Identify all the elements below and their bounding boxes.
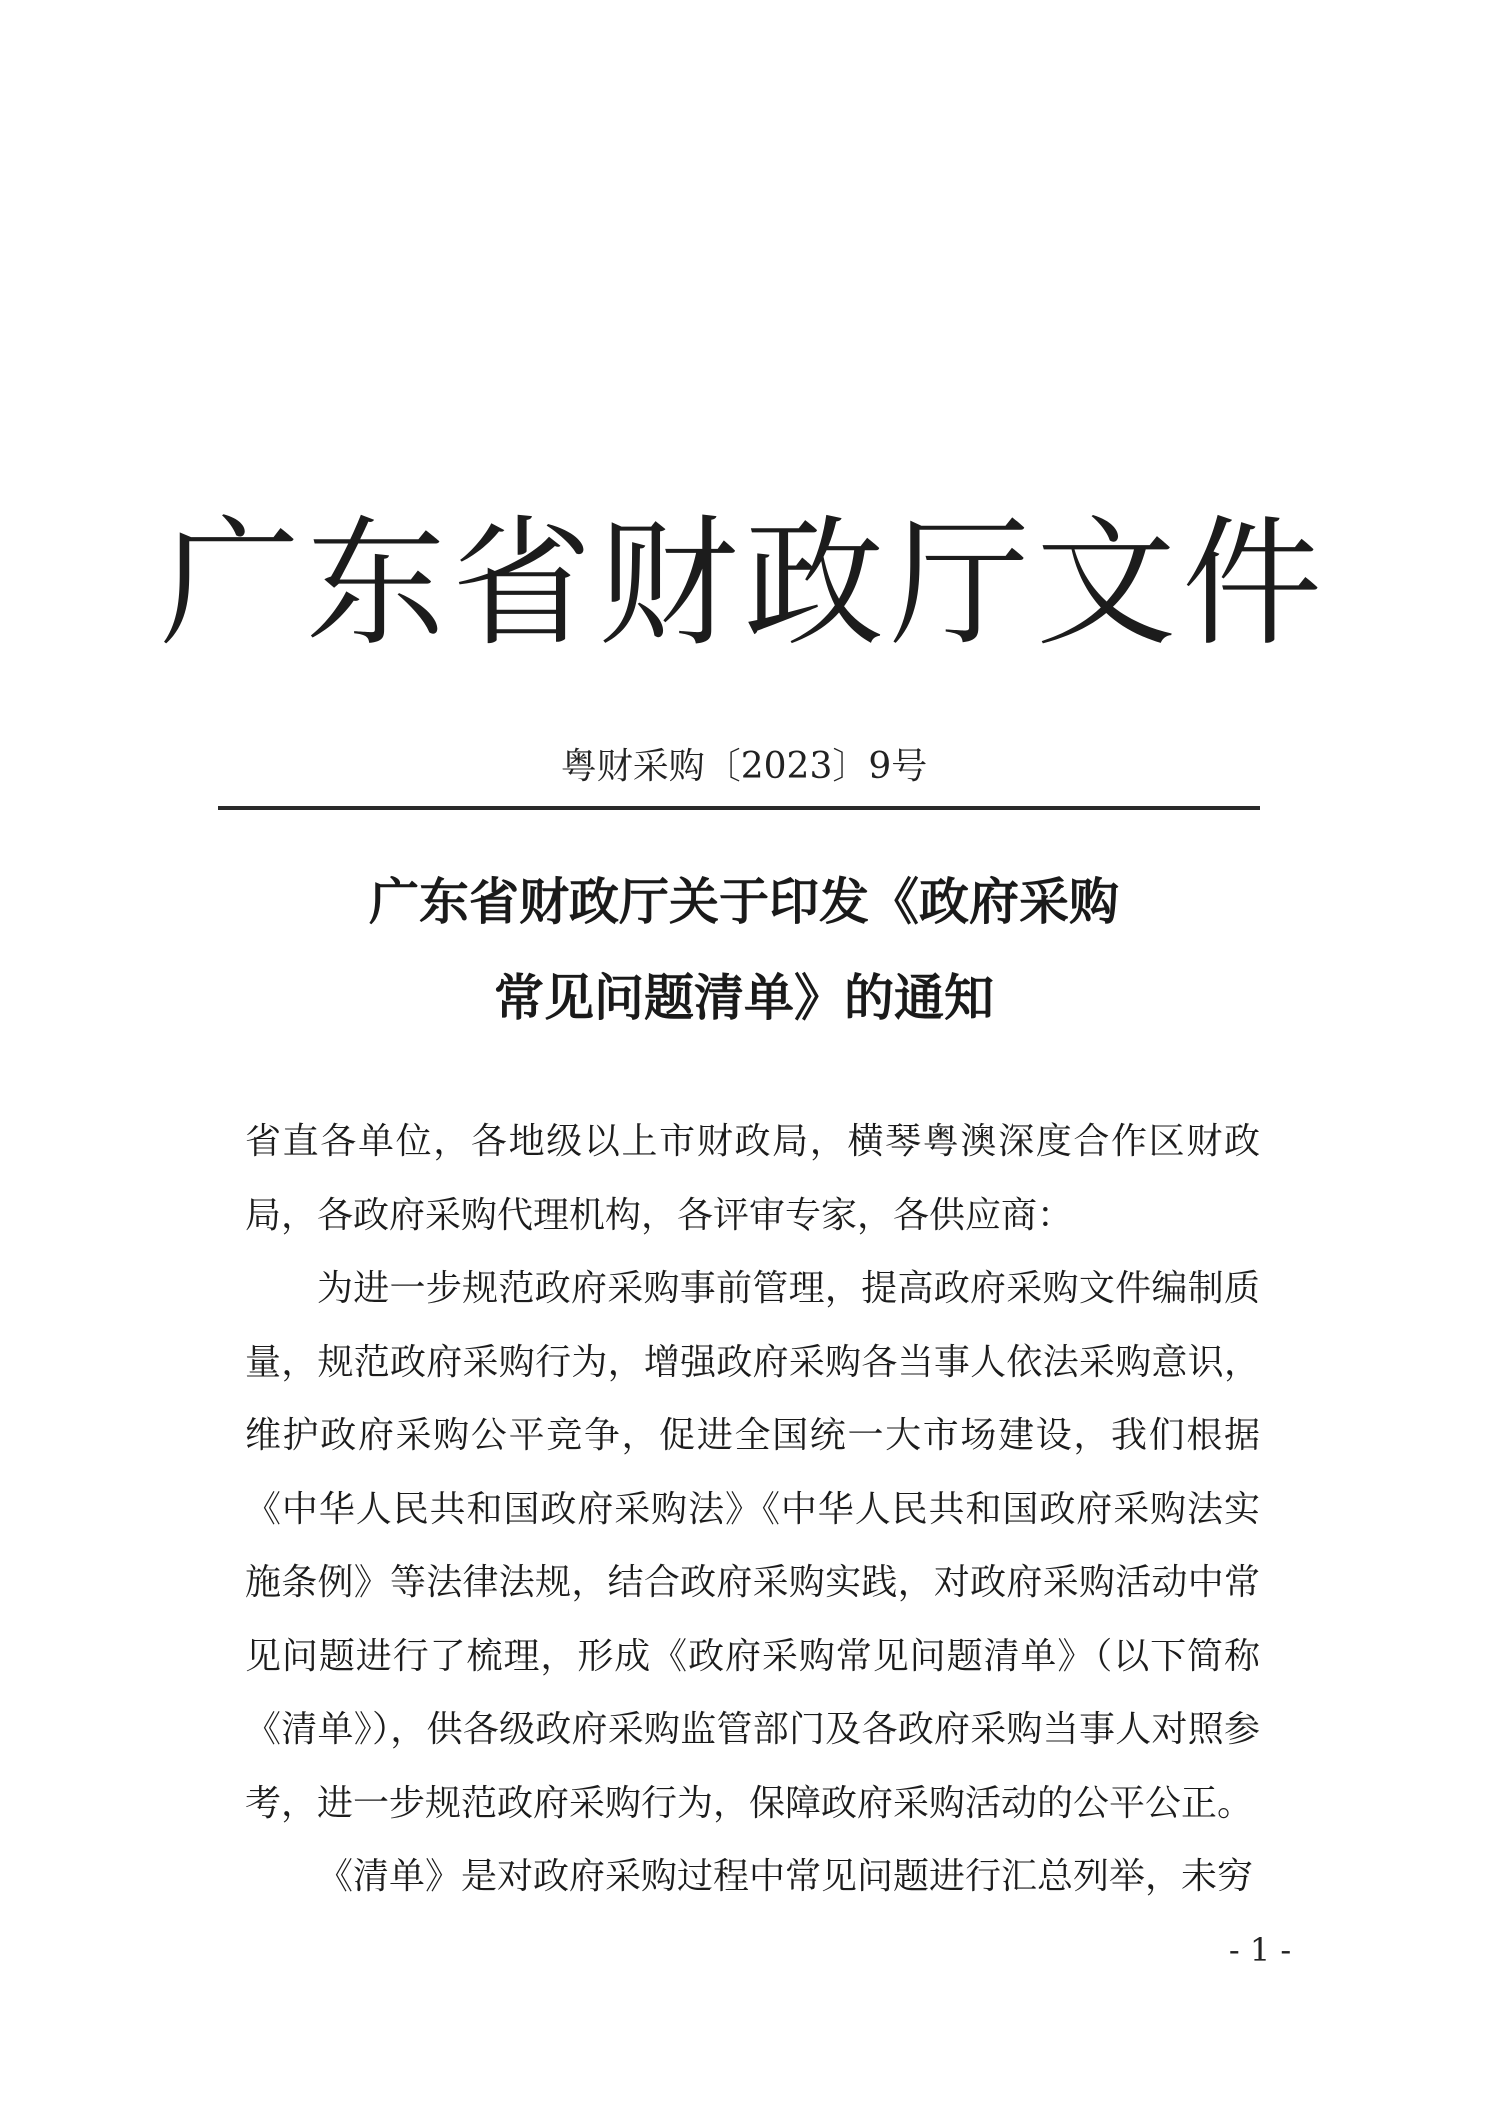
page-number: - 1 - <box>1228 1931 1292 1969</box>
body-paragraph-2: 《清单》是对政府采购过程中常见问题进行汇总列举，未穷 <box>317 1856 1254 1897</box>
document-body <box>245 1105 1260 1914</box>
notice-title-line-2: 常见问题清单》的通知 <box>494 968 994 1027</box>
document-number: 粤财采购〔2023〕9号 <box>560 746 928 787</box>
body-paragraph-1: 为进一步规范政府采购事前管理，提高政府采购文件编制质量，规范政府采购行为，增强政府采购各当事人依法采购意识，维护政府采购公平竞争，促进全国统一大市场建设，我们根据《中华人民共和国政府采购法》《中华人民共和国政府采购法实施条例》等法律法规，结合政府采购实践，对政府采购活动中常见问题进行了梳理，形成《政府采购常见问题清单》（以下简称《清单》），供各级政府采购监管部门及各政府采购当事人对照参考，进一步规范政府采购行为，保障政府采购活动的公平公正。 <box>245 1268 1260 1824</box>
addressees: 省直各单位，各地级以上市财政局，横琴粤澳深度合作区财政局，各政府采购代理机构，各评审专家，各供应商： <box>245 1121 1260 1236</box>
notice-title-line-1: 广东省财政厅关于印发《政府采购 <box>369 872 1119 931</box>
header-divider <box>218 806 1260 810</box>
document-header-title: 广东省财政厅文件 <box>159 503 1328 666</box>
